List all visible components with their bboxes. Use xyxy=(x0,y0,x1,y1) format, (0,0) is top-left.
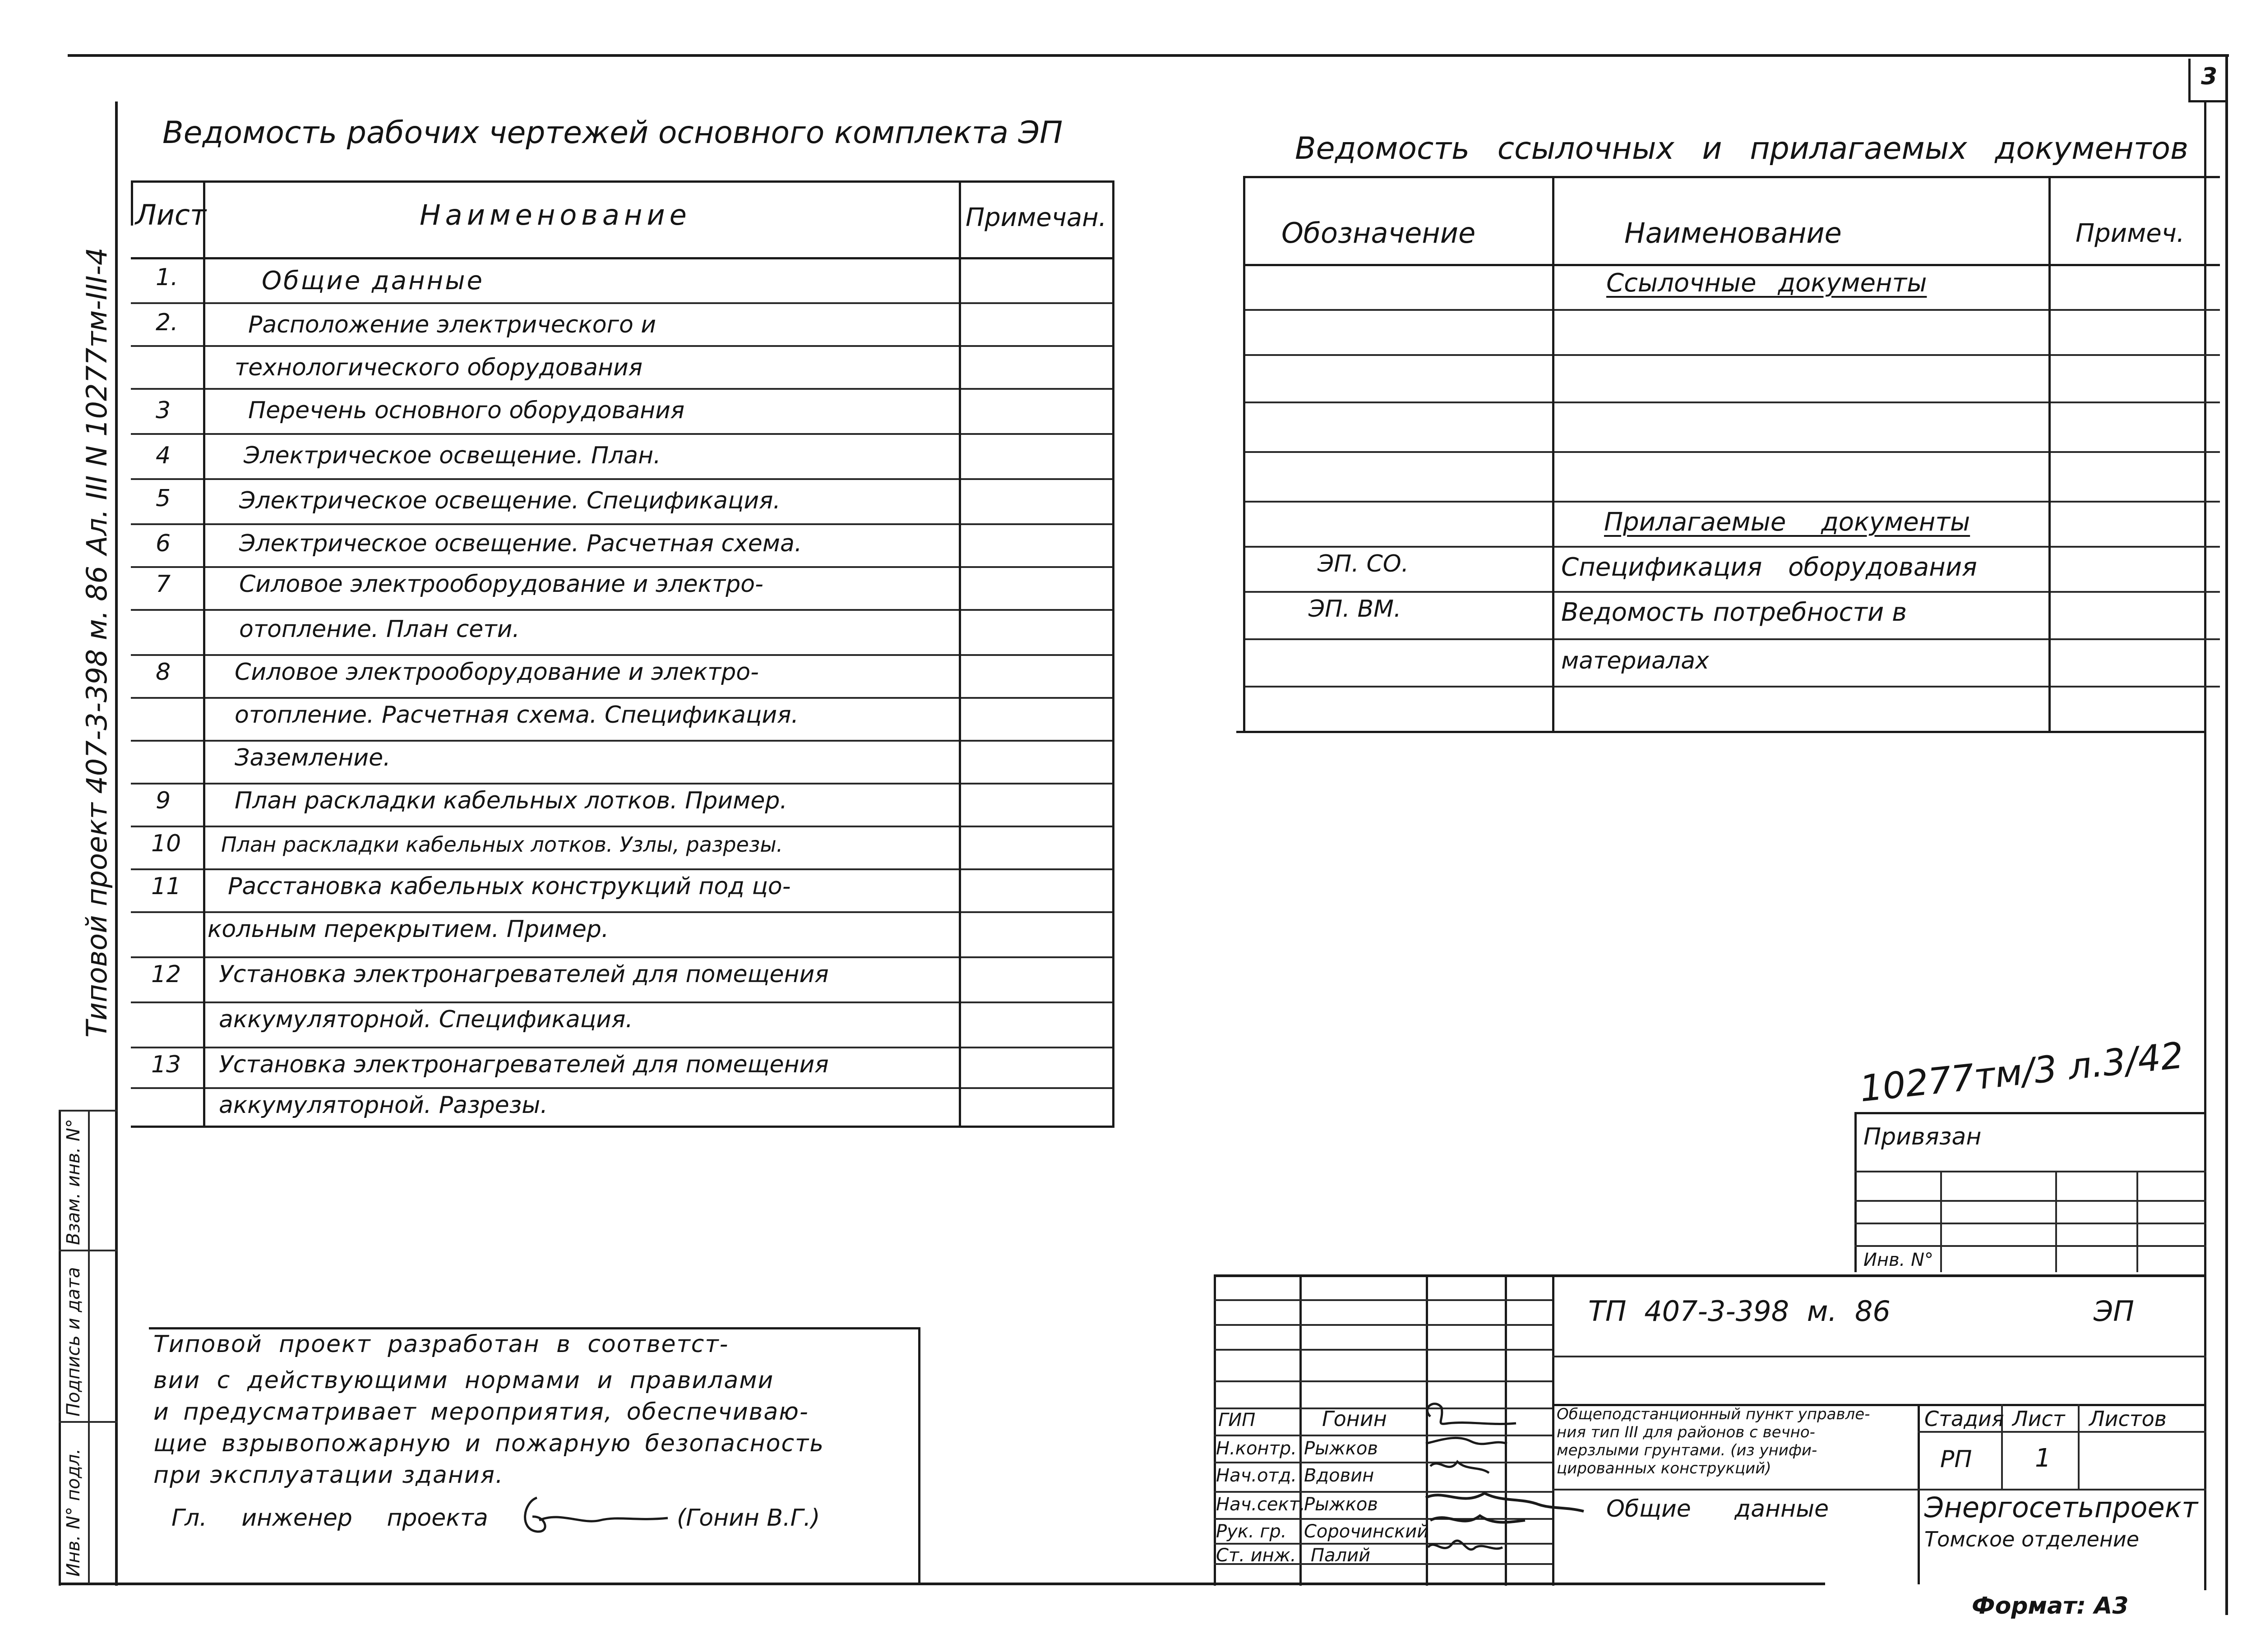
lt-row-num: 13 xyxy=(151,1051,181,1078)
tb-sheet-value: 1 xyxy=(2035,1444,2051,1473)
tb-sheets-label: Листов xyxy=(2089,1407,2167,1431)
lt-row-name: Электрическое освещение. Спецификация. xyxy=(239,487,781,514)
sheet-box-left xyxy=(2188,59,2191,102)
lt-row-name: Расположение электрического и xyxy=(248,311,656,338)
lt-header-sheet: Лист xyxy=(135,198,207,231)
right-border xyxy=(2225,54,2228,1615)
privyazan-label: Привязан xyxy=(1863,1123,1982,1150)
engineer-name: (Гонин В.Г.) xyxy=(677,1504,820,1532)
lt-row-line xyxy=(131,783,1114,784)
tb-role: ГИП xyxy=(1218,1410,1256,1431)
tb-role: Рук. гр. xyxy=(1216,1521,1287,1542)
tb-object-line xyxy=(1552,1489,1918,1490)
privyazan-line xyxy=(1854,1200,2206,1202)
lt-row-num: 12 xyxy=(151,961,181,988)
lt-row-line xyxy=(131,523,1114,525)
lt-col-num xyxy=(203,180,205,1128)
tb-person: Палий xyxy=(1311,1545,1371,1566)
rt-row-line xyxy=(1243,501,2220,503)
lt-row-name: Общие данные xyxy=(262,266,484,295)
lt-row-name: Расстановка кабельных конструкций под цо- xyxy=(228,873,791,900)
note-line: вии с действующими нормами и правилами xyxy=(153,1367,774,1394)
privyazan-left xyxy=(1854,1112,1857,1272)
lt-row-name: технологического оборудования xyxy=(235,354,643,381)
tb-stage-line xyxy=(1918,1431,2206,1433)
album-vertical-text: Ал. III N 10277тм-III-4 xyxy=(80,247,113,555)
lt-row-line xyxy=(131,345,1114,347)
lt-row-name: отопление. Расчетная схема. Спецификация. xyxy=(235,701,799,729)
rt-col-left xyxy=(1243,176,1245,733)
inner-frame-right xyxy=(2204,102,2206,1590)
lt-row-name: Силовое электрооборудование и электро- xyxy=(235,659,759,686)
lt-row-num: 8 xyxy=(156,659,171,686)
lt-row-name: Установка электронагревателей для помещения xyxy=(219,961,829,988)
lt-row-line xyxy=(131,609,1114,611)
lt-row-name: План раскладки кабельных лотков. Пример. xyxy=(235,787,787,814)
tb-grid-line xyxy=(1214,1324,1552,1326)
tb-grid-line xyxy=(1214,1299,1552,1301)
tb-person: Рыжков xyxy=(1304,1438,1378,1459)
lt-header-name: Наименование xyxy=(420,198,691,231)
stamp-inner-divider xyxy=(88,1110,90,1583)
lt-header-note: Примечан. xyxy=(966,203,1107,232)
tb-org-branch: Томское отделение xyxy=(1924,1527,2140,1551)
lt-row-num: 11 xyxy=(151,873,181,900)
lt-row-num: 1. xyxy=(156,264,178,291)
tb-col xyxy=(1299,1274,1302,1586)
lt-row-name: Силовое электрооборудование и электро- xyxy=(239,571,763,598)
engineer-label: Гл. инженер проекта xyxy=(171,1504,488,1532)
rt-header-note: Примеч. xyxy=(2076,219,2185,248)
lt-row-line xyxy=(131,388,1114,390)
lt-row-line xyxy=(131,956,1114,958)
tb-sheet-title: Общие данные xyxy=(1606,1495,1829,1523)
lt-row-line xyxy=(131,478,1114,480)
lt-row-name: отопление. План сети. xyxy=(239,616,520,643)
lt-row-name: Заземление. xyxy=(235,744,391,771)
tb-stage-col xyxy=(2078,1404,2080,1490)
privyazan-line xyxy=(1854,1171,2206,1172)
tb-stage-line xyxy=(1918,1489,2206,1490)
lt-col-left xyxy=(131,180,133,226)
lt-row-line xyxy=(131,1001,1114,1003)
privyazan-col xyxy=(2055,1171,2057,1272)
rt-header-designation: Обозначение xyxy=(1281,217,1476,249)
tb-role: Нач.сект. xyxy=(1216,1494,1305,1515)
format-label: Формат: А3 xyxy=(1972,1592,2129,1620)
privyazan-inv: Инв. N° xyxy=(1863,1250,1933,1270)
rt-section-referenced: Ссылочные документы xyxy=(1606,268,1927,298)
privyazan-line xyxy=(1854,1245,2206,1247)
stamp-inv-podl: Инв. N° подл. xyxy=(63,1448,84,1577)
privyazan-col xyxy=(1940,1171,1942,1272)
note-line: при эксплуатации здания. xyxy=(153,1462,504,1489)
rt-row-line xyxy=(1243,401,2220,403)
lt-line-top xyxy=(131,180,1114,183)
rt-row-name: Спецификация оборудования xyxy=(1561,553,1977,582)
rt-row-line xyxy=(1243,354,2220,356)
lt-row-line xyxy=(131,1087,1114,1089)
lt-row-name: Установка электронагревателей для помещения xyxy=(219,1051,829,1078)
stamp-podpis-data: Подпись и дата xyxy=(63,1267,84,1417)
project-vertical-text: Типовой проект 407-3-398 м. 86 xyxy=(80,565,113,1038)
lt-col-right xyxy=(1112,180,1114,1128)
tb-person: Вдовин xyxy=(1304,1465,1374,1486)
lt-row-line xyxy=(131,740,1114,742)
lt-row-name: Электрическое освещение. План. xyxy=(244,442,661,469)
lt-row-num: 4 xyxy=(156,442,171,469)
lt-row-name: Электрическое освещение. Расчетная схема. xyxy=(239,530,802,557)
privyazan-top xyxy=(1854,1112,2206,1114)
right-table-title: Ведомость ссылочных и прилагаемых документов xyxy=(1295,131,2189,166)
tb-sheet-label: Лист xyxy=(2012,1407,2065,1431)
lt-col-note xyxy=(959,180,961,1128)
rt-line-header xyxy=(1243,264,2220,266)
tb-grid-line xyxy=(1214,1349,1552,1351)
rt-row-name: Ведомость потребности в xyxy=(1561,598,1907,627)
rt-row-line xyxy=(1243,686,2220,688)
tb-stage-value: РП xyxy=(1940,1446,1972,1473)
tb-section: ЭП xyxy=(2094,1295,2134,1328)
lt-row-line xyxy=(131,826,1114,827)
rt-header-name: Наименование xyxy=(1624,217,1842,249)
lt-row-name: Перечень основного оборудования xyxy=(248,397,685,424)
lt-row-num: 7 xyxy=(156,571,171,598)
lt-row-num: 9 xyxy=(156,787,171,814)
tb-stage-label: Стадия xyxy=(1924,1407,2004,1431)
lt-line-header xyxy=(131,257,1114,259)
tb-main-line xyxy=(1552,1356,2206,1357)
note-line: щие взрывопожарную и пожарную безопасность xyxy=(153,1430,824,1457)
rt-row-line xyxy=(1243,638,2220,640)
left-frame xyxy=(115,102,118,1586)
rt-section-attached: Прилагаемые документы xyxy=(1604,508,1970,537)
tb-org-name: Энергосетьпроект xyxy=(1924,1491,2198,1524)
left-table-title xyxy=(162,115,1063,151)
sheet-box-bottom xyxy=(2188,100,2228,102)
tb-role: Н.контр. xyxy=(1216,1438,1297,1459)
rt-row-name: материалах xyxy=(1561,647,1709,674)
lt-row-line xyxy=(131,911,1114,913)
rt-col-note xyxy=(2048,176,2051,733)
tb-code: ТП 407-3-398 м. 86 xyxy=(1588,1295,1891,1328)
top-border xyxy=(68,54,2229,57)
rt-row-code: ЭП. СО. xyxy=(1318,550,1409,577)
tb-person: Сорочинский xyxy=(1304,1521,1429,1542)
rt-line-bottom xyxy=(1236,731,2204,733)
rt-row-line xyxy=(1243,451,2220,453)
lt-row-name: кольным перекрытием. Пример. xyxy=(208,916,609,943)
note-box-top xyxy=(149,1327,920,1329)
rt-row-line xyxy=(1243,546,2220,548)
lt-row-num: 6 xyxy=(156,530,171,557)
tb-top xyxy=(1214,1274,2206,1277)
sheet-number: 3 xyxy=(2201,63,2218,90)
rt-row-code: ЭП. ВМ. xyxy=(1308,595,1401,623)
tb-person: Гонин xyxy=(1322,1407,1387,1431)
lt-row-line xyxy=(131,302,1114,304)
tb-role: Нач.отд. xyxy=(1216,1465,1297,1486)
lt-row-num: 10 xyxy=(151,830,181,857)
lt-row-name: аккумуляторной. Спецификация. xyxy=(219,1006,633,1033)
lt-row-line xyxy=(131,654,1114,656)
tb-object-line: мерзлыми грунтами. (из унифи- xyxy=(1557,1441,1817,1459)
lt-row-line xyxy=(131,433,1114,435)
tb-role: Ст. инж. xyxy=(1216,1545,1296,1566)
engineer-signature xyxy=(519,1489,681,1538)
lt-row-line xyxy=(131,868,1114,870)
rt-row-line xyxy=(1243,309,2220,311)
rt-row-line xyxy=(1243,591,2220,593)
rt-line-top xyxy=(1243,176,2220,178)
tb-grid-line xyxy=(1214,1380,1552,1382)
tb-object-line: цированных конструкций) xyxy=(1557,1459,1771,1477)
stamp-vzam-inv: Взам. инв. N° xyxy=(63,1119,84,1245)
lt-row-line xyxy=(131,697,1114,699)
lt-row-line xyxy=(131,566,1114,568)
lt-row-line xyxy=(131,1047,1114,1048)
tb-object-line: Общеподстанционный пункт управле- xyxy=(1557,1405,1870,1423)
privyazan-col xyxy=(2136,1171,2138,1272)
rt-col-name xyxy=(1552,176,1554,733)
lt-row-name: План раскладки кабельных лотков. Узлы, разрезы. xyxy=(221,832,783,857)
lt-row-num: 3 xyxy=(156,397,171,424)
handwritten-code: 10277тм/3 л.3/42 xyxy=(1858,1034,2186,1110)
note-line: и предусматривает мероприятия, обеспечиваю- xyxy=(153,1398,809,1426)
note-box-right xyxy=(918,1327,920,1584)
left-table-title-text: Ведомость рабочих чертежей основного комплекта ЭП xyxy=(162,115,1063,151)
note-line: Типовой проект разработан в соответст- xyxy=(153,1331,729,1358)
tb-person: Рыжков xyxy=(1304,1494,1378,1515)
lt-line-bottom xyxy=(131,1126,1114,1128)
tb-object-line: ния тип III для районов с вечно- xyxy=(1557,1423,1815,1441)
lt-row-num: 5 xyxy=(156,485,171,512)
lt-row-name: аккумуляторной. Разрезы. xyxy=(219,1092,548,1119)
lt-row-num: 2. xyxy=(156,309,178,336)
stamp-box-left xyxy=(59,1110,61,1586)
privyazan-line xyxy=(1854,1223,2206,1224)
